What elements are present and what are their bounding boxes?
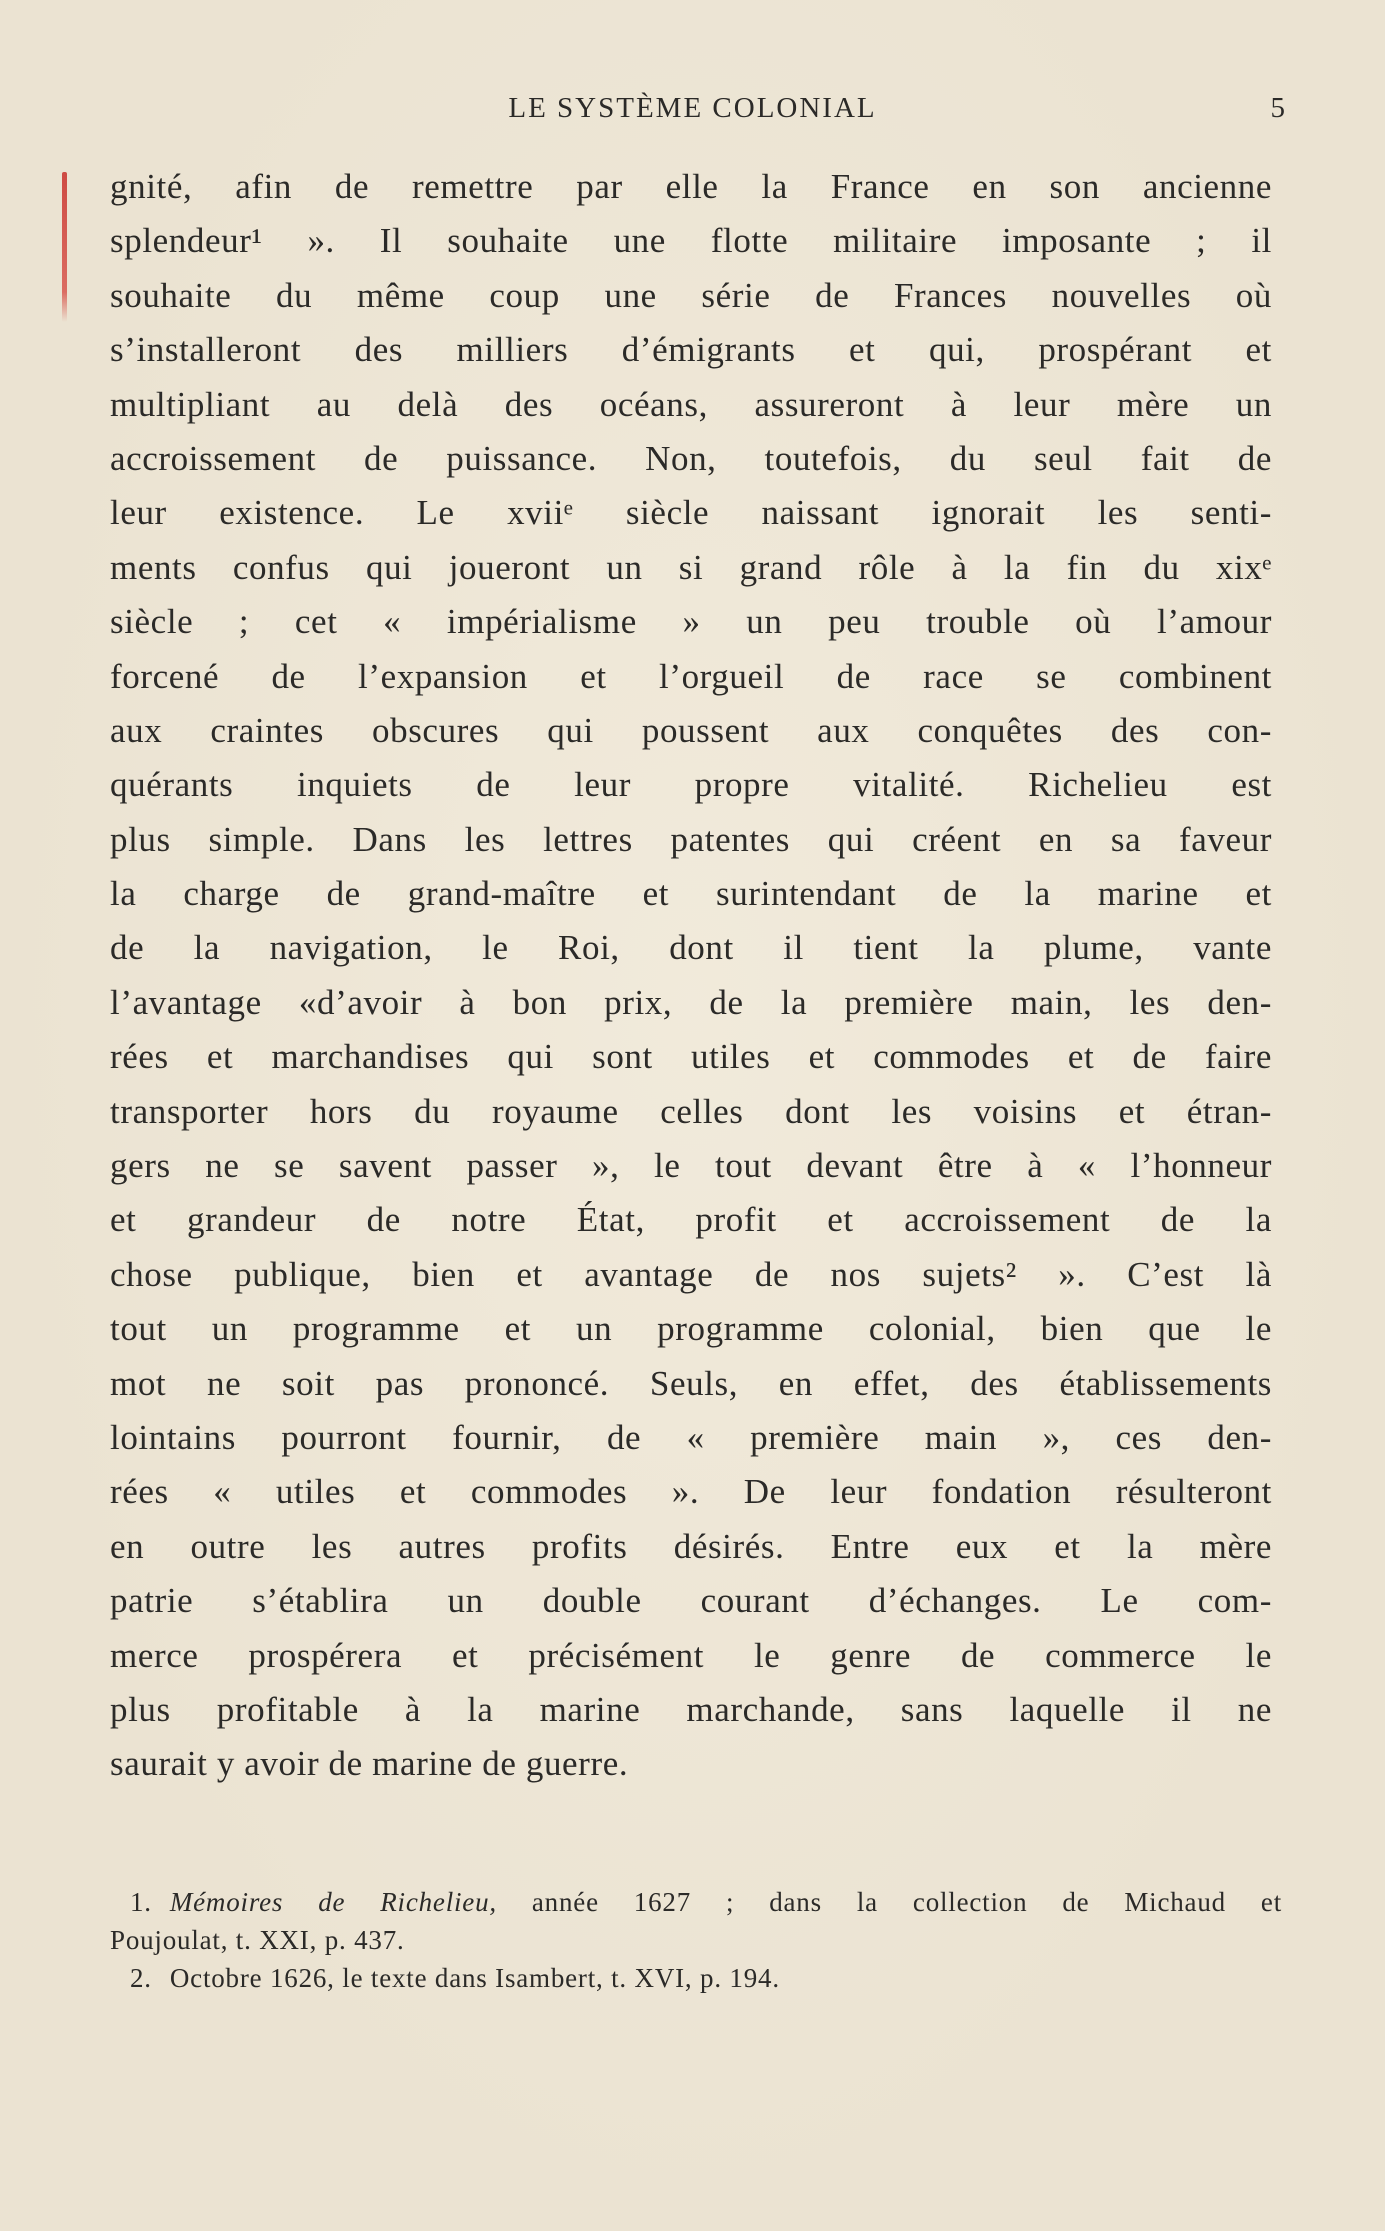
red-margin-mark bbox=[62, 172, 67, 322]
footnote-source-title: Mémoires de Richelieu, bbox=[169, 1887, 497, 1917]
text-line: s’installeront des milliers d’émigrants et qui, prospérant et bbox=[110, 330, 1272, 370]
text-line: merce prospérera et précisément le genre de commerce le bbox=[110, 1635, 1272, 1675]
page-number: 5 bbox=[1270, 92, 1285, 124]
text-line: rées et marchandises qui sont utiles et commodes et de faire bbox=[110, 1037, 1272, 1077]
text-line: accroissement de puissance. Non, toutefois, du seul fait de bbox=[110, 438, 1272, 478]
text-line: siècle ; cet « impérialisme » un peu trouble où l’amour bbox=[110, 602, 1272, 642]
text-line: forcené de l’expansion et l’orgueil de race se combinent bbox=[110, 656, 1272, 696]
text-line: chose publique, bien et avantage de nos sujets² ». C’est là bbox=[110, 1254, 1272, 1294]
footnote-number: 1. bbox=[130, 1887, 152, 1917]
text-line: et grandeur de notre État, profit et accroissement de la bbox=[110, 1200, 1272, 1240]
text-line: l’avantage «d’avoir à bon prix, de la première main, les den- bbox=[110, 982, 1272, 1022]
text-line: de la navigation, le Roi, dont il tient la plume, vante bbox=[110, 928, 1272, 968]
text-line: rées « utiles et commodes ». De leur fondation résulteront bbox=[110, 1472, 1272, 1512]
footnote-text: Octobre 1626, le texte dans Isambert, t. XVI, p. 194. bbox=[169, 1963, 780, 1993]
footnote-1 bbox=[130, 1883, 1282, 1921]
text-line: transporter hors du royaume celles dont les voisins et étran- bbox=[110, 1091, 1272, 1131]
text-line: plus simple. Dans les lettres patentes qui créent en sa faveur bbox=[110, 819, 1272, 859]
footnote-1-continuation: Poujoulat, t. XXI, p. 437. bbox=[110, 1925, 405, 1955]
text-line: ments confus qui joueront un si grand rôle à la fin du xixᵉ bbox=[110, 547, 1272, 587]
footnote-2 bbox=[130, 1959, 1282, 1997]
body-text bbox=[110, 160, 1272, 1792]
footnote-number: 2. bbox=[130, 1963, 152, 1993]
text-line: lointains pourront fournir, de « première main », ces den- bbox=[110, 1417, 1272, 1457]
text-line: la charge de grand-maître et surintendant de la marine et bbox=[110, 874, 1272, 914]
footnote-text: année 1627 ; dans la collection de Michaud et bbox=[496, 1887, 1282, 1917]
text-line: patrie s’établira un double courant d’échanges. Le com- bbox=[110, 1581, 1272, 1621]
running-head bbox=[110, 88, 1285, 128]
text-line: saurait y avoir de marine de guerre. bbox=[110, 1744, 629, 1784]
text-line: souhaite du même coup une série de Frances nouvelles où bbox=[110, 275, 1272, 315]
text-line: mot ne soit pas prononcé. Seuls, en effet, des établissements bbox=[110, 1363, 1272, 1403]
text-line: leur existence. Le xviiᵉ siècle naissant ignorait les senti- bbox=[110, 493, 1272, 533]
text-line: gers ne se savent passer », le tout devant être à « l’honneur bbox=[110, 1146, 1272, 1186]
running-title: LE SYSTÈME COLONIAL bbox=[508, 92, 877, 124]
text-line: en outre les autres profits désirés. Entre eux et la mère bbox=[110, 1526, 1272, 1566]
footnotes bbox=[110, 1883, 1282, 1997]
text-line: multipliant au delà des océans, assureront à leur mère un bbox=[110, 384, 1272, 424]
text-line: quérants inquiets de leur propre vitalité. Richelieu est bbox=[110, 765, 1272, 805]
text-line: gnité, afin de remettre par elle la France en son ancienne bbox=[110, 167, 1272, 206]
text-line: tout un programme et un programme colonial, bien que le bbox=[110, 1309, 1272, 1349]
text-line: splendeur¹ ». Il souhaite une flotte militaire imposante ; il bbox=[110, 221, 1272, 261]
text-line: plus profitable à la marine marchande, sans laquelle il ne bbox=[110, 1689, 1272, 1729]
text-line: aux craintes obscures qui poussent aux conquêtes des con- bbox=[110, 710, 1272, 750]
